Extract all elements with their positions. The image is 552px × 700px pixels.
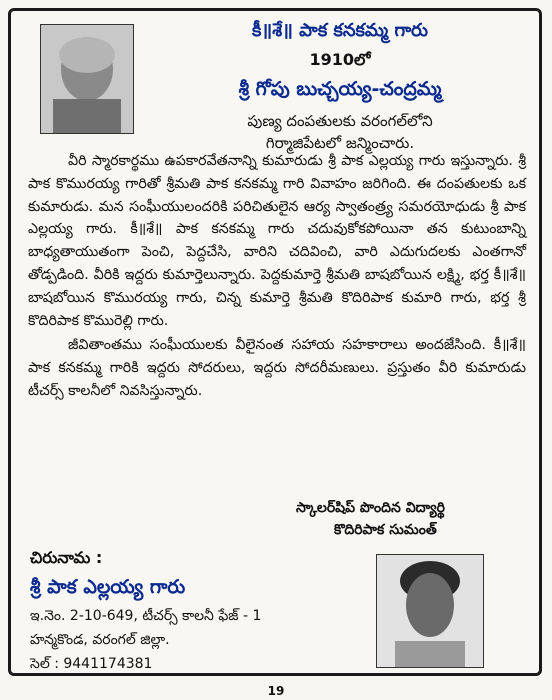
address-line-1: ఇ.నెం. 2-10-649, టీచర్స్ కాలనీ ఫేజ్ - 1 xyxy=(30,608,262,624)
portrait-photo-elderly-woman xyxy=(40,24,134,134)
portrait-photo-student xyxy=(376,554,484,668)
birth-year: 1910లో xyxy=(309,50,371,69)
signature-role: స్కాలర్‌షిప్ పొందిన విద్యార్థి xyxy=(296,500,445,516)
biography-paragraph-1: వీరి స్మారకార్థము ఉపకారవేతనాన్ని కుమారుడు శ్రీ పాక ఎల్లయ్య గారు ఇస్తున్నారు. శ్రీ పాక కొమురయ్య గారితో శ్రీమతి పాక కనకమ్మ గారి వివాహం జరిగింది. ఈ దంపతులకు ఒక కుమారుడు. మన సంఘీయులందరికి పరిచితులైన ఆర్య స్వాతంత్ర్య సమరయోధుడు శ్రీ పాక ఎల్లయ్య గారు. కీ॥శే॥ పాక కనకమ్మ గారు చదువుకోకపోయినా తన కుటుంబాన్ని బాధ్యతాయుతంగా పెంచి, పెద్దచేసి, వారిని చదివించి, వారి ఎదుగుదలకు ఎంతగానో తోడ్పడింది. వీరికి ఇద్దరు కుమార్తెలున్నారు. పెద్దకుమార్తె శ్రీమతి బాషబోయిన లక్ష్మి, భర్త కీ॥శే॥ బాషబోయిన కొమురయ్య గారు, చిన్న కుమార్తె శ్రీమతి కొదిరిపాక కుమారి గారు, భర్త శ్రీ కొదిరిపాక కొమురెల్లి గారు. xyxy=(28,153,526,329)
parents-names: శ్రీ గోపు బుచ్చయ్య-చంద్రమ్మ xyxy=(238,78,442,100)
address-line-2: హన్మకొండ, వరంగల్ జిల్లా. xyxy=(30,632,170,648)
biography-paragraph-2: జీవితాంతము సంఘీయులకు వీలైనంత సహాయ సహకారాలు అందజేసింది. కీ॥శే॥ పాక కనకమ్మ గారికి ఇద్దరు సోదరులు, ఇద్దరు సోదరీమణులు. ప్రస్తుతం వీరి కుమారుడు టీచర్స్ కాలనీలో నివసిస్తున్నారు. xyxy=(28,337,526,399)
address-phone: సెల్ : 9441174381 xyxy=(30,656,153,672)
birth-place-line-2: గిర్మాజిపేటలో జన్మించారు. xyxy=(265,134,415,152)
address-name: శ్రీ పాక ఎల్లయ్య గారు xyxy=(30,576,186,598)
memorial-title: కీ॥శే॥ పాక కనకమ్మ గారు xyxy=(252,20,428,41)
biography-text xyxy=(28,150,526,403)
signature-name: కొదిరిపాక సుమంత్ xyxy=(334,522,437,538)
address-label: చిరునామ : xyxy=(30,548,103,567)
page-number: 19 xyxy=(267,684,285,698)
birth-place-line: పుణ్య దంపతులకు వరంగల్‌లోని xyxy=(247,112,433,130)
